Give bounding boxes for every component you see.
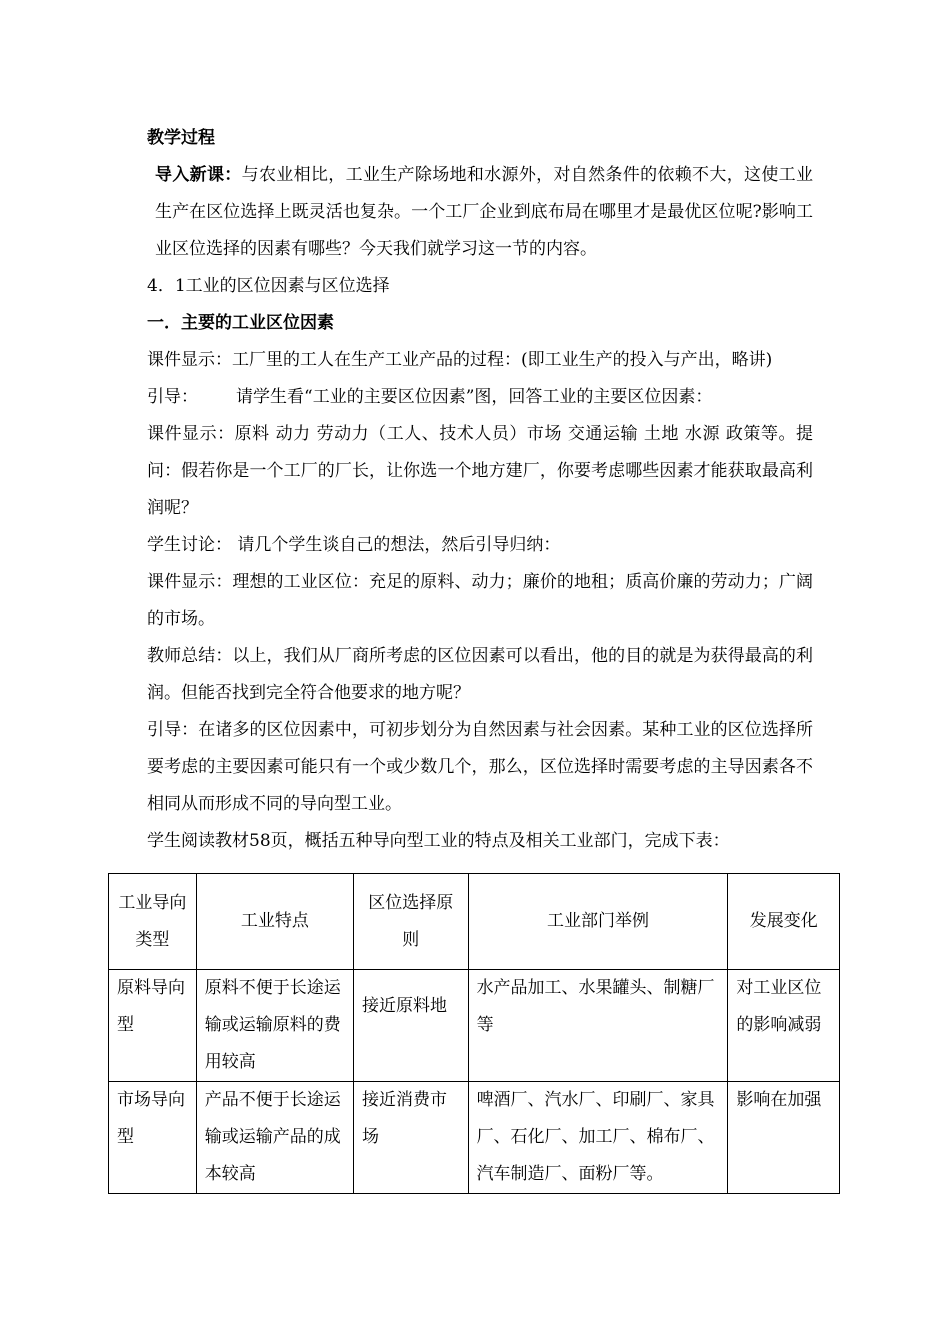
- intro-label: 导入新课：: [155, 165, 242, 185]
- paragraph-2-text: 请学生看“工业的主要区位因素”图，回答工业的主要区位因素：: [236, 387, 713, 407]
- table-row: [109, 970, 840, 1082]
- header-examples: 工业部门举例: [468, 874, 728, 970]
- document-page: [147, 120, 813, 860]
- paragraph-1: 课件显示：工厂里的工人在生产工业产品的过程：(即工业生产的投入与产出，略讲): [147, 350, 773, 370]
- paragraph-6: 教师总结：以上，我们从厂商所考虑的区位因素可以看出，他的目的就是为获得最高的利润。但能否找到完全符合他要求的地方呢？: [147, 646, 813, 703]
- cell-change: 对工业区位的影响减弱: [728, 970, 840, 1082]
- intro-paragraph: [147, 157, 813, 268]
- cell-features: 产品不便于长途运输或运输产品的成本较高: [196, 1082, 353, 1194]
- cell-features: 原料不便于长途运输或运输原料的费用较高: [196, 970, 353, 1082]
- part1-title: 一．主要的工业区位因素: [147, 313, 334, 333]
- header-principle: 区位选择原则: [354, 874, 469, 970]
- table-header-row: [109, 874, 840, 970]
- cell-principle-text: 接近原料地: [362, 996, 448, 1016]
- paragraph-2-label: 引导：: [147, 387, 198, 407]
- cell-type: 原料导向型: [109, 970, 197, 1082]
- intro-text: 与农业相比，工业生产除场地和水源外，对自然条件的依赖不大，这使工业生产在区位选择上既灵活也复杂。一个工厂企业到底布局在哪里才是最优区位呢?影响工业区位选择的因素有哪些？今天我们就学习这一节的内容。: [155, 165, 814, 259]
- industry-orientation-table: [108, 873, 840, 1194]
- lesson-title: 4．1工业的区位因素与区位选择: [147, 276, 390, 296]
- table-row: [109, 1082, 840, 1194]
- cell-principle: 接近消费市场: [354, 1082, 469, 1194]
- paragraph-5: 课件显示：理想的工业区位：充足的原料、动力；廉价的地租；质高价廉的劳动力；广阔的市场。: [147, 572, 813, 629]
- cell-examples: 水产品加工、水果罐头、制糖厂等: [468, 970, 728, 1082]
- cell-examples: 啤酒厂、汽水厂、印刷厂、家具厂、石化厂、加工厂、棉布厂、汽车制造厂、面粉厂等。: [468, 1082, 728, 1194]
- paragraph-8: 学生阅读教材58页，概括五种导向型工业的特点及相关工业部门，完成下表：: [147, 831, 730, 851]
- section-title: 教学过程: [147, 128, 215, 148]
- header-change: 发展变化: [728, 874, 840, 970]
- paragraph-2: [147, 379, 813, 416]
- paragraph-3: 课件显示：原料 动力 劳动力（工人、技术人员）市场 交通运输 土地 水源 政策等。提问：假若你是一个工厂的厂长，让你选一个地方建厂，你要考虑哪些因素才能获取最高利润呢？: [147, 424, 813, 518]
- paragraph-4: 学生讨论： 请几个学生谈自己的想法，然后引导归纳：: [147, 535, 561, 555]
- cell-change: 影响在加强: [728, 1082, 840, 1194]
- cell-principle: [354, 970, 469, 1082]
- header-type: 工业导向类型: [109, 874, 197, 970]
- header-features: 工业特点: [196, 874, 353, 970]
- paragraph-7: 引导：在诸多的区位因素中，可初步划分为自然因素与社会因素。某种工业的区位选择所要考虑的主要因素可能只有一个或少数几个，那么，区位选择时需要考虑的主导因素各不相同从而形成不同的导向型工业。: [147, 720, 813, 814]
- cell-type: 市场导向型: [109, 1082, 197, 1194]
